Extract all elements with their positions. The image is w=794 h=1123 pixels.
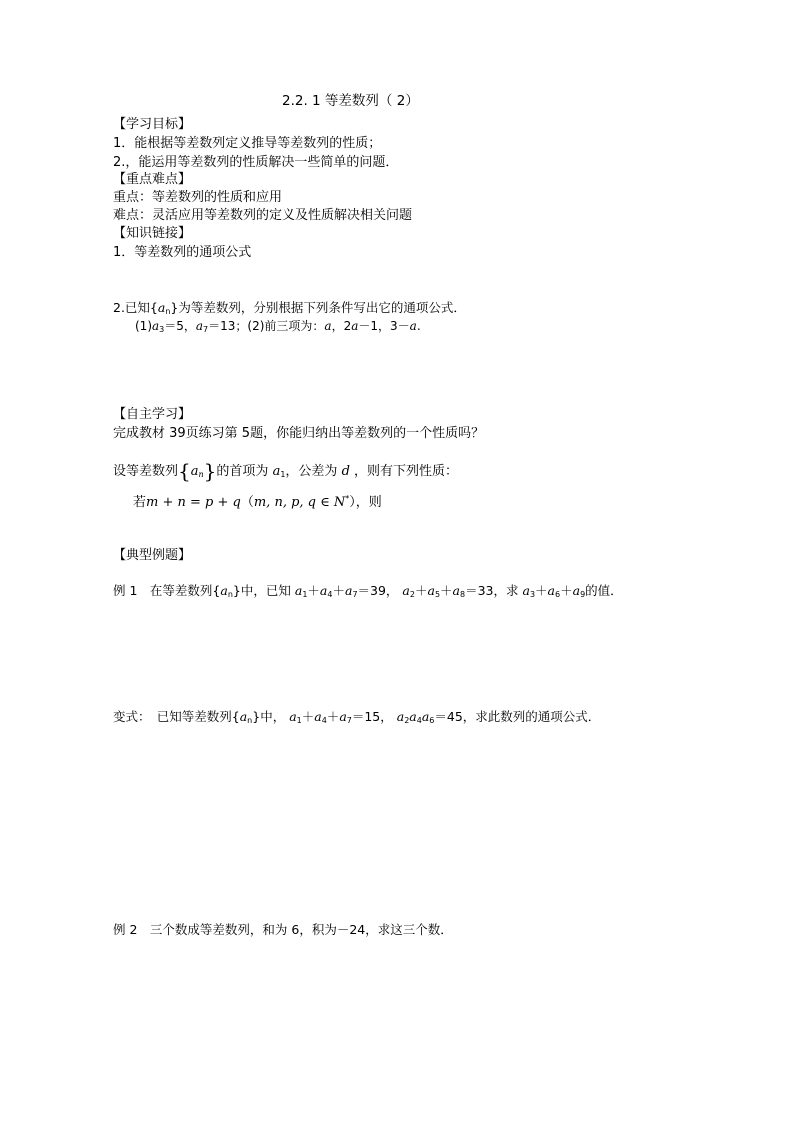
learning-goals-heading: 【学习目标】	[113, 117, 192, 132]
key-point-difficulty: 难点：灵活应用等差数列的定义及性质解决相关问题	[113, 208, 413, 223]
variant-exercise: 变式： 已知等差数列$\{a_n\}$中， $a_1+a_4+a_7=15$， $a_2a_4a_6=45$，求此数列的通项公式．	[113, 709, 601, 725]
example-2: 例 2 三个数成等差数列，和为 6，积为－24，求这三个数．	[113, 922, 453, 937]
self-study-line-1: 完成教材 39页练习第 5题，你能归纳出等差数列的一个性质吗？	[113, 426, 485, 441]
self-study-line-2: 设等差数列$\{a_n\}$的首项为 $a_1$，公差为 d ，则有下列性质：	[113, 459, 459, 483]
self-study-line-3: 若m + n = p + q（m, n, p, q ∈ N*），则	[133, 494, 382, 510]
knowledge-link-item-1: 1．等差数列的通项公式	[113, 245, 252, 260]
learning-goal-item: 2.，能运用等差数列的性质解决一些简单的问题．	[113, 155, 399, 170]
examples-heading: 【典型例题】	[113, 548, 192, 563]
knowledge-link-conditions: $(1)a_3=5$，$a_7=13$；(2)前三项为：a，2a－1，3－a.	[135, 319, 421, 334]
key-points-heading: 【重点难点】	[113, 172, 192, 187]
knowledge-link-heading: 【知识链接】	[113, 226, 192, 241]
page-title: 2.2. 1 等差数列（ 2）	[282, 93, 419, 109]
learning-goal-item: 1．能根据等差数列定义推导等差数列的性质；	[113, 136, 382, 151]
key-point-focus: 重点：等差数列的性质和应用	[113, 190, 283, 205]
self-study-heading: 【自主学习】	[113, 407, 192, 422]
example-1: 例 1 在等差数列$\{a_n\}$中，已知 $a_1+a_4+a_7=39$， $a_2+a_5+a_8=33$，求 $a_3+a_6+a_9$的值．	[113, 583, 623, 599]
knowledge-link-item-2: 2.已知$\{a_n\}$为等差数列，分别根据下列条件写出它的通项公式．	[113, 300, 466, 316]
